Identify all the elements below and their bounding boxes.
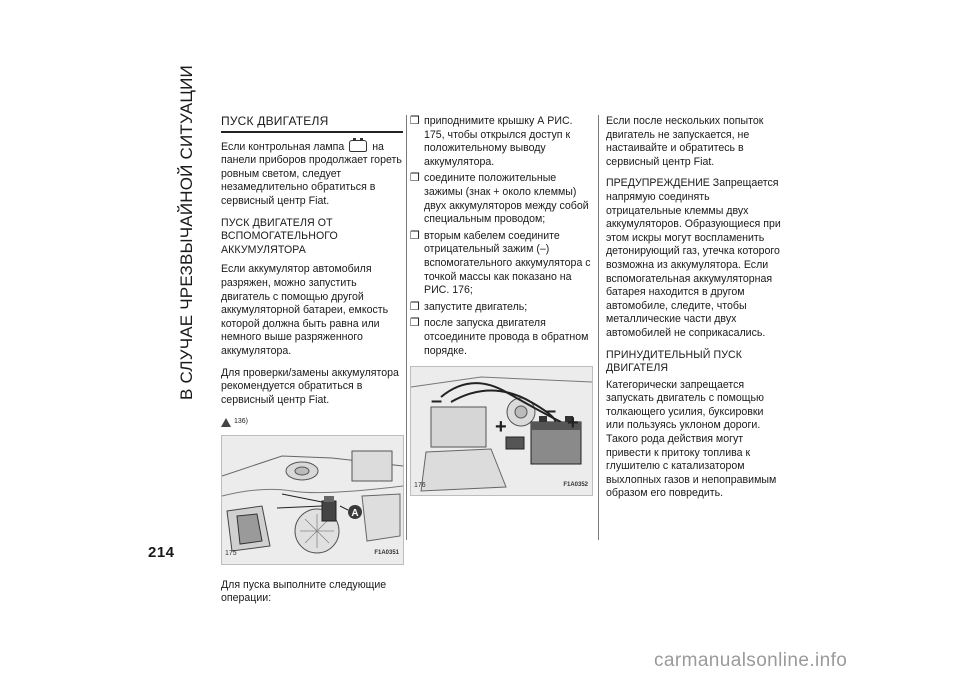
checkbox-bullet-icon: ❒ [410,172,420,185]
list-item [410,172,593,226]
list-item-text: запустите двигатель; [424,300,528,313]
minus-sign-left: – [431,390,443,413]
intro-text-before: Если контрольная лампа [221,140,345,153]
list-item-text: приподнимите крышку А РИС. 175, чтобы открылся доступ к положительному выводу аккумулятора. [424,115,573,168]
page-number: 214 [148,544,175,561]
figure-176-jump-cables [410,366,593,496]
figure-code: F1A0352 [563,481,588,488]
jump-start-illustration [411,367,592,495]
intro-paragraph [221,140,403,209]
paragraph-warning: ПРЕДУПРЕЖДЕНИЕ Запрещается напрямую соединять отрицательные клеммы двух аккумуляторов. Образующиеся при этом искры могут воспламенить детонирующий газ, утечка которого возможна из аккумулятора. Если вспомогательная аккумуляторная батарея находится в другом автомобиле, следите, чтобы металлические части двух автомобилей не соприкасались. [606,177,781,339]
column-1 [221,115,403,614]
list-item [410,317,593,358]
warning-reference [221,415,403,429]
watermark: carmanualsonline.info [654,650,848,671]
list-item [410,230,593,298]
battery-warning-icon [349,140,367,152]
paragraph-discharged-battery: Если аккумулятор автомобиля разряжен, можно запустить двигатель с помощью другой аккумуляторной батареи, емкость которой должна быть равна или немного выше разряженного аккумулятора. [221,263,389,357]
callout-a-label: A [351,507,359,519]
list-item [410,301,593,315]
warning-ref-number: 136) [234,418,249,426]
list-item-text: после запуска двигателя отсоедините провода в обратном порядке. [424,317,589,357]
list-item [410,115,593,169]
checkbox-bullet-icon: ❒ [410,300,420,313]
section-side-title: В СЛУЧАЕ ЧРЕЗВЫЧАЙНОЙ СИТУАЦИИ [177,65,196,400]
figure-number: 175 [225,550,237,558]
figure-175-engine-bay [221,435,404,565]
column-divider-1 [406,115,407,540]
sub-heading-aux-battery [221,217,403,258]
minus-sign-right: – [545,400,557,423]
checkbox-bullet-icon: ❒ [410,229,420,242]
column-divider-2 [598,115,599,540]
paragraph-forced-start: Категорически запрещается запускать двигатель с помощью толкающего усилия, буксировки или пользуясь уклоном дороги. Такого рода действия могут привести к притоку топлива к глушителю с катализатором выхлопных газов и непоправимым образом его повредить. [606,378,777,500]
paragraph-service-center: Для проверки/замены аккумулятора рекомендуется обратиться в сервисный центр Fiat. [221,366,399,406]
checkbox-bullet-icon: ❒ [410,317,420,330]
sub-heading-line2: ВСПОМОГАТЕЛЬНОГО АККУМУЛЯТОРА [221,230,338,256]
list-item-text: вторым кабелем соедините отрицательный зажим (–) вспомогательного аккумулятора с точкой массы как показано на РИС. 176; [424,229,591,297]
heading-rule [221,131,403,133]
column-3 [606,115,784,509]
column-2 [410,115,593,496]
heading-forced-start: ПРИНУДИТЕЛЬНЫЙ ПУСК ДВИГАТЕЛЯ [606,348,743,375]
intro-text-after: на панели приборов продолжает гореть ровным светом, следует незамедлительно обратиться в сервисный центр Fiat. [221,140,402,207]
figure-number: 176 [414,481,426,489]
plus-sign-right: + [567,412,579,435]
plus-sign-left: + [495,416,507,439]
heading-engine-start: ПУСК ДВИГАТЕЛЯ [221,114,329,128]
checkbox-bullet-icon: ❒ [410,115,420,127]
figure-code: F1A0351 [374,550,399,557]
sub-heading-line1: ПУСК ДВИГАТЕЛЯ ОТ [221,216,333,229]
paragraph-start-steps: Для пуска выполните следующие операции: [221,578,387,605]
paragraph-repeated-attempts: Если после нескольких попыток двигатель не запускается, не настаивайте и обратитесь в сервисный центр Fiat. [606,115,764,168]
engine-bay-illustration [222,436,403,564]
warning-triangle-icon [221,418,231,427]
list-item-text: соедините положительные зажимы (знак + около клеммы) двух аккумуляторов между собой специальным проводом; [424,172,589,226]
